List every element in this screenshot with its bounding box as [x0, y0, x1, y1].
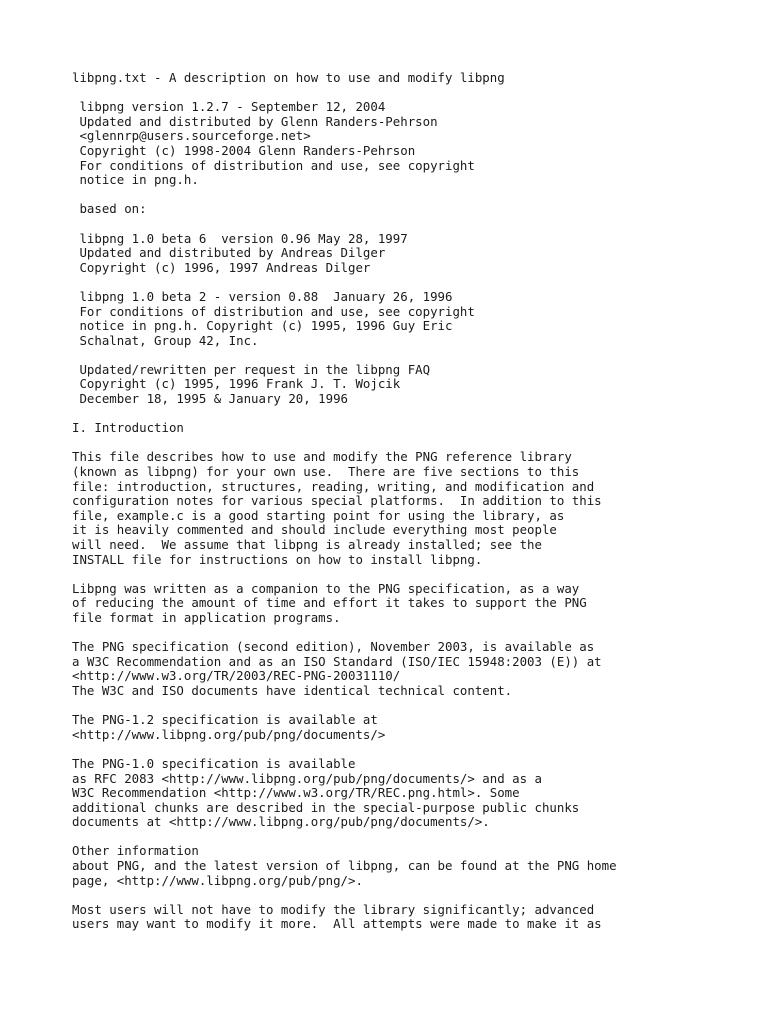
- beta6-block: [72, 232, 752, 276]
- text-line: The PNG specification (second edition), November 2003, is available as: [72, 639, 595, 655]
- text-line: of reducing the amount of time and effort it takes to support the PNG: [72, 595, 587, 611]
- text-line: Copyright (c) 1998-2004 Glenn Randers-Pehrson: [72, 142, 416, 158]
- text-line: notice in png.h. Copyright (c) 1995, 1996 Guy Eric: [72, 318, 453, 334]
- text-line: will need. We assume that libpng is already installed; see the: [72, 537, 542, 552]
- text-line: The W3C and ISO documents have identical technical content.: [72, 682, 513, 698]
- text-line: W3C Recommendation <http://www.w3.org/TR/REC.png.html>. Some: [72, 785, 520, 801]
- text-line: The PNG-1.2 specification is available at: [72, 712, 378, 728]
- text-line: about PNG, and the latest version of libpng, can be found at the PNG home: [72, 858, 617, 874]
- text-line: <http://www.libpng.org/pub/png/documents/>: [72, 726, 386, 742]
- section-heading: [72, 421, 752, 436]
- text-line: Schalnat, Group 42, Inc.: [72, 332, 259, 348]
- text-line: a W3C Recommendation and as an ISO Standard (ISO/IEC 15948:2003 (E)) at: [72, 653, 602, 669]
- text-line: libpng.txt - A description on how to use and modify libpng: [72, 70, 505, 85]
- text-line: December 18, 1995 & January 20, 1996: [72, 391, 349, 407]
- based-on-block: [72, 202, 752, 217]
- spec-1-0-paragraph: [72, 757, 752, 830]
- text-line: For conditions of distribution and use, see copyright: [72, 303, 475, 319]
- text-line: The PNG-1.0 specification is available: [72, 755, 356, 771]
- text-line: based on:: [72, 201, 147, 217]
- text-line: INSTALL file for instructions on how to install libpng.: [72, 551, 483, 567]
- text-line: documents at <http://www.libpng.org/pub/png/documents/>.: [72, 814, 490, 830]
- text-line: as RFC 2083 <http://www.libpng.org/pub/png/documents/> and as a: [72, 770, 542, 786]
- text-line: Copyright (c) 1996, 1997 Andreas Dilger: [72, 259, 371, 275]
- text-line: notice in png.h.: [72, 172, 199, 188]
- text-line: users may want to modify it more. All attempts were made to make it as: [72, 916, 602, 932]
- other-info-paragraph: [72, 844, 752, 888]
- text-line: For conditions of distribution and use, see copyright: [72, 157, 475, 173]
- text-line: Copyright (c) 1995, 1996 Frank J. T. Wojcik: [72, 376, 401, 392]
- text-line: additional chunks are described in the special-purpose public chunks: [72, 799, 580, 815]
- modify-paragraph: [72, 903, 752, 932]
- spec-second-edition-paragraph: [72, 640, 752, 698]
- text-line: libpng 1.0 beta 6 version 0.96 May 28, 1997: [72, 230, 408, 246]
- text-line: Updated and distributed by Glenn Randers-Pehrson: [72, 113, 438, 129]
- text-line: Most users will not have to modify the library significantly; advanced: [72, 901, 595, 917]
- companion-paragraph: [72, 582, 752, 626]
- document-page: [72, 71, 752, 947]
- faq-block: [72, 363, 752, 407]
- text-line: <glennrp@users.sourceforge.net>: [72, 128, 311, 144]
- text-line: Updated/rewritten per request in the libpng FAQ: [72, 361, 431, 377]
- title-block: [72, 71, 752, 86]
- text-line: page, <http://www.libpng.org/pub/png/>.: [72, 872, 363, 888]
- spec-1-2-paragraph: [72, 713, 752, 742]
- intro-paragraph: [72, 450, 752, 567]
- text-line: Libpng was written as a companion to the PNG specification, as a way: [72, 580, 580, 596]
- beta2-block: [72, 290, 752, 348]
- text-line: Updated and distributed by Andreas Dilger: [72, 245, 386, 261]
- version-block: [72, 100, 752, 188]
- text-line: file, example.c is a good starting point for using the library, as: [72, 507, 565, 523]
- text-line: (known as libpng) for your own use. There are five sections to this: [72, 464, 580, 480]
- text-line: Other information: [72, 843, 199, 859]
- text-line: file format in application programs.: [72, 609, 341, 625]
- text-line: <http://www.w3.org/TR/2003/REC-PNG-20031110/: [72, 668, 401, 684]
- text-line: it is heavily commented and should include everything most people: [72, 522, 557, 538]
- text-line: file: introduction, structures, reading, writing, and modification and: [72, 478, 595, 494]
- text-line: I. Introduction: [72, 420, 184, 436]
- text-line: libpng 1.0 beta 2 - version 0.88 January 26, 1996: [72, 288, 453, 304]
- text-line: This file describes how to use and modify the PNG reference library: [72, 449, 572, 465]
- text-line: libpng version 1.2.7 - September 12, 2004: [72, 99, 386, 115]
- text-line: configuration notes for various special platforms. In addition to this: [72, 493, 602, 509]
